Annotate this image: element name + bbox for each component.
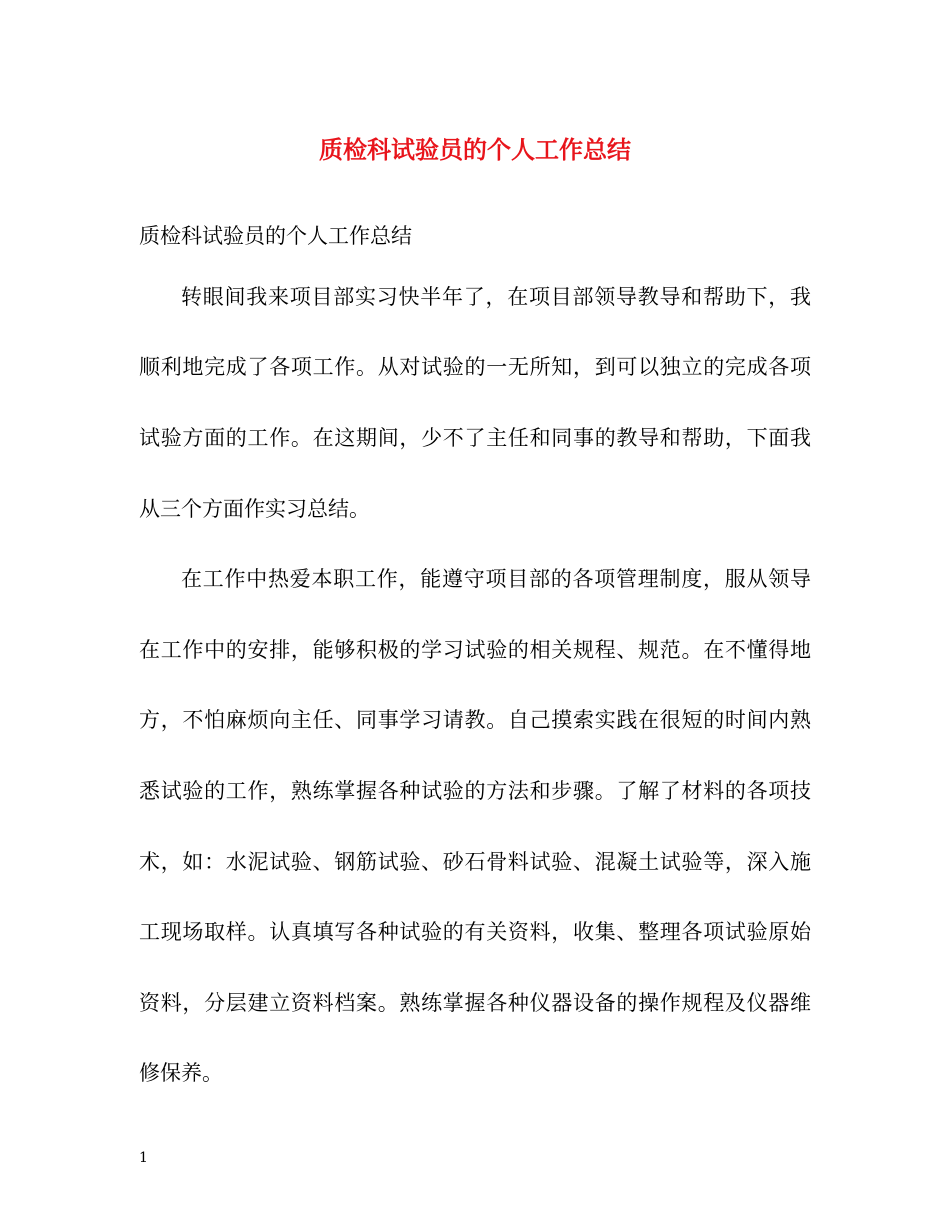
paragraph-line: 资料，分层建立资料档案。熟练掌握各种仪器设备的操作规程及仪器维 — [139, 991, 811, 1015]
paragraph-line: 从三个方面作实习总结。 — [139, 497, 370, 521]
paragraph-line: 术，如：水泥试验、钢筋试验、砂石骨料试验、混凝土试验等，深入施 — [139, 850, 811, 874]
paragraph-line: 顺利地完成了各项工作。从对试验的一无所知，到可以独立的完成各项 — [139, 355, 811, 379]
document-subtitle: 质检科试验员的个人工作总结 — [139, 224, 412, 248]
paragraph-line: 修保养。 — [139, 1061, 223, 1085]
paragraph-line: 在工作中的安排，能够积极的学习试验的相关规程、规范。在不懂得地 — [139, 638, 811, 662]
paragraph-line: 方，不怕麻烦向主任、同事学习请教。自己摸索实践在很短的时间内熟 — [139, 708, 811, 732]
paragraph-line: 悉试验的工作，熟练掌握各种试验的方法和步骤。了解了材料的各项技 — [139, 779, 811, 803]
paragraph-line: 工现场取样。认真填写各种试验的有关资料，收集、整理各项试验原始 — [139, 920, 811, 944]
paragraph-line: 在工作中热爱本职工作，能遵守项目部的各项管理制度，服从领导 — [181, 567, 811, 591]
paragraph-line: 转眼间我来项目部实习快半年了，在项目部领导教导和帮助下，我 — [181, 285, 811, 309]
page-number: 1 — [139, 1150, 148, 1166]
document-title: 质检科试验员的个人工作总结 — [319, 135, 631, 164]
paragraph-line: 试验方面的工作。在这期间，少不了主任和同事的教导和帮助，下面我 — [139, 426, 811, 450]
